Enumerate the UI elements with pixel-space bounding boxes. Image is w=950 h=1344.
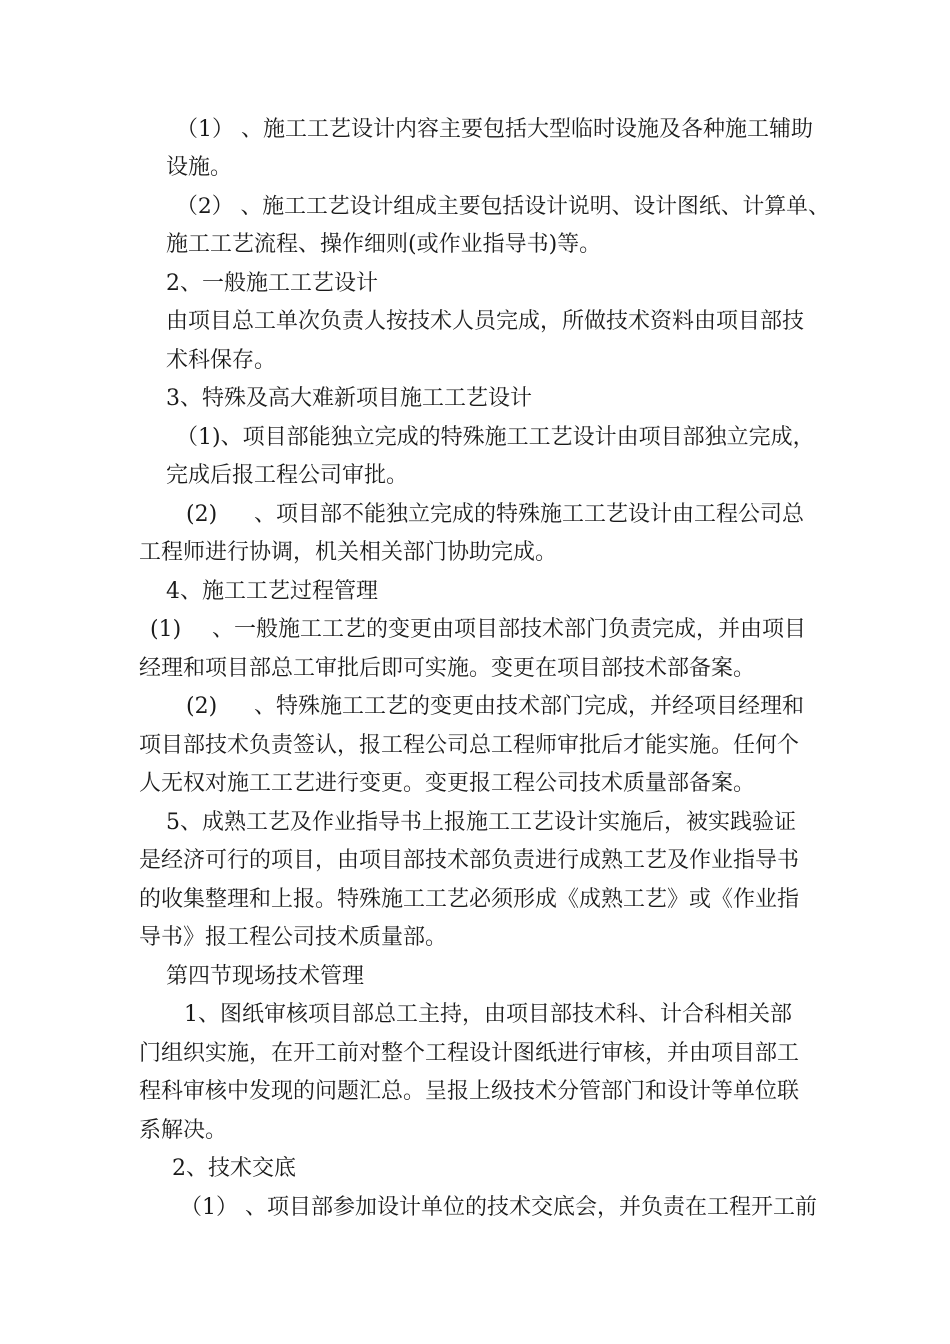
text-line: 1、图纸审核项目部总工主持，由项目部技术科、计合科相关部	[184, 1002, 792, 1027]
text-line: 工程师进行协调，机关相关部门协助完成。	[139, 540, 558, 565]
text-line: 门组织实施，在开工前对整个工程设计图纸进行审核，并由项目部工	[139, 1041, 800, 1066]
text-line: 、一般施工工艺的变更由项目部技术部门负责完成，并由项目	[212, 617, 807, 642]
item-number: (1)	[150, 617, 182, 642]
text-line: 程科审核中发现的问题汇总。呈报上级技术分管部门和设计等单位联	[139, 1079, 800, 1104]
section-heading: 第四节现场技术管理	[166, 964, 365, 989]
text-line: 、项目部不能独立完成的特殊施工工艺设计由工程公司总	[254, 502, 805, 527]
text-line: 施工工艺流程、操作细则(或作业指导书)等。	[166, 232, 602, 257]
item-number: (2)	[186, 502, 218, 527]
section-heading: 2、一般施工工艺设计	[166, 271, 378, 296]
section-heading: 4、施工工艺过程管理	[166, 579, 378, 604]
text-line: 系解决。	[139, 1118, 228, 1143]
text-line: 5、成熟工艺及作业指导书上报施工工艺设计实施后，被实践验证	[166, 810, 796, 835]
text-line: 设施。	[166, 155, 233, 180]
text-line: 人无权对施工工艺进行变更。变更报工程公司技术质量部备案。	[139, 771, 756, 796]
item-number: (2)	[186, 694, 218, 719]
text-line: 经理和项目部总工审批后即可实施。变更在项目部技术部备案。	[139, 656, 756, 681]
text-line: 是经济可行的项目，由项目部技术部负责进行成熟工艺及作业指导书	[139, 848, 800, 873]
text-line: 、特殊施工工艺的变更由技术部门完成，并经项目经理和	[254, 694, 805, 719]
text-line: 由项目总工单次负责人按技术人员完成，所做技术资料由项目部技	[166, 309, 805, 334]
text-line: 项目部技术负责签认，报工程公司总工程师审批后才能实施。任何个	[139, 733, 800, 758]
text-line: （1） 、项目部参加设计单位的技术交底会，并负责在工程开工前	[180, 1195, 817, 1220]
text-line: （2） 、施工工艺设计组成主要包括设计说明、设计图纸、计算单、	[176, 194, 830, 219]
text-line: （1） 、施工工艺设计内容主要包括大型临时设施及各种施工辅助	[176, 117, 813, 142]
text-line: 完成后报工程公司审批。	[166, 463, 409, 488]
section-heading: 3、特殊及高大难新项目施工工艺设计	[166, 386, 532, 411]
text-line: 术科保存。	[166, 348, 277, 373]
text-line: 的收集整理和上报。特殊施工工艺必须形成《成熟工艺》或《作业指	[139, 887, 800, 912]
text-line: （1)、项目部能独立完成的特殊施工工艺设计由项目部独立完成，	[176, 425, 815, 450]
section-heading: 2、技术交底	[172, 1156, 296, 1181]
text-line: 导书》报工程公司技术质量部。	[139, 925, 448, 950]
